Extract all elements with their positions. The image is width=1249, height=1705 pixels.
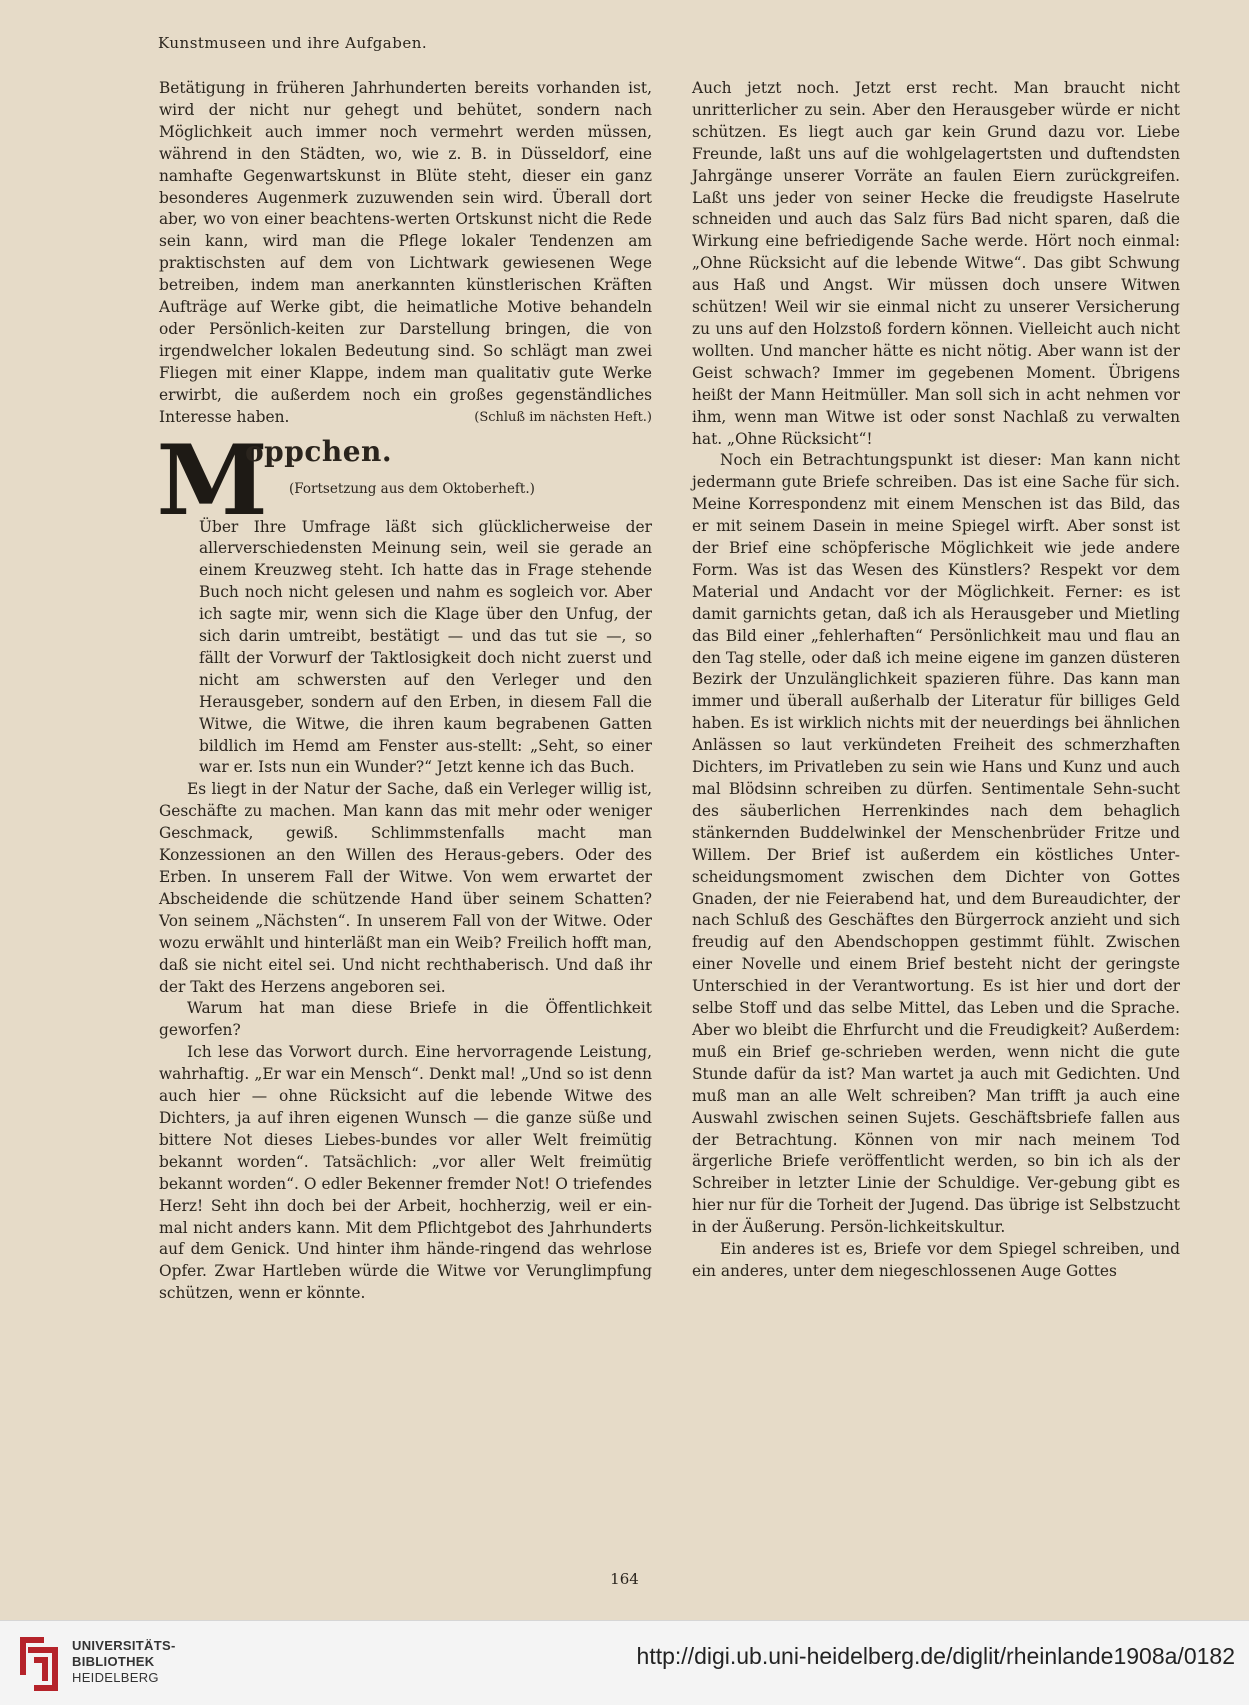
body-paragraph: Noch ein Betrachtungspunkt ist dieser: Man kann nicht jedermann gute Briefe schreiben. Das ist eine Sache für sich. Meine Korrespondenz mit einem Menschen ist das Bild, das er mit seinem Dasein in meine Spiegel wirft. Aber sonst ist der Brief eine schöpferische Möglichkeit wie jede andere Form. Was ist das Wesen des Künstlers? Respekt vor dem Material und Andacht vor der Möglichkeit. Ferner: es ist damit garnichts getan, daß ich als Herausgeber und Mietling das Bild einer „fehlerhaften“ Persönlichkeit mau und flau an den Tag stelle, oder daß ich meine eigene im ganzen düsteren Bezirk der Unzulänglichkeit spazieren führe. Das kann man immer und überall außerhalb der Literatur für billiges Geld haben. Es ist wirklich nichts mit der neuerdings bei ähnlichen Anlässen so laut verkündeten Freiheit des schmerzhaften Dichters, im Privatleben zu sein wie Hans und Kunz und auch mal Blödsinn schreiben zu dürfen. Sentimentale Sehn-sucht des säuberlichen Herrenkindes nach dem behaglich stänkernden Buddelwinkel der Menschenbrüder Fritze und Willem. Der Brief ist außerdem ein köstliches Unter-scheidungsmoment zwischen dem Dichter von Gottes Gnaden, der nie Feierabend hat, und dem Bureaudichter, der nach Schluß des Geschäftes den Bürgerrock anzieht und sich freudig auf den Abendschoppen gestimmt fühlt. Zwischen einer Novelle und einem Brief besteht nicht der geringste Unterschied in der Verantwortung. Es ist hier und dort der selbe Stoff und das selbe Mittel, das Leben und die Sprache. Aber wo bleibt die Ehrfurcht und die Freudigkeit? Außerdem: muß ein Brief ge-schrieben werden, wenn nicht die gute Stunde dafür da ist? Man wartet ja auch mit Gedichten. Und muß man an alle Welt schreiben? Man trifft ja auch eine Auswahl zwischen seinen Sujets. Geschäftsbriefe fallen aus der Betrachtung. Können von mir nach meinem Tod ärgerliche Briefe veröffentlicht werden, so bin ich als der Schreiber in letzter Linie der Schuldige. Ver-gebung gibt es hier nur für die Torheit der Jugend. Das übrige ist Selbstzucht in der Äußerung. Persön-lichkeitskultur. [692,451,1180,1237]
body-paragraph: Ein anderes ist es, Briefe vor dem Spiegel schreiben, und ein anderes, unter dem niegeschlossenen Auge Gottes [692,1240,1180,1280]
viewer-footer [0,1620,1249,1705]
permalink-url[interactable]: http://digi.ub.uni-heidelberg.de/diglit/rheinlande1908a/0182 [636,1643,1235,1669]
continuation-note: (Schluß im nächsten Heft.) [474,409,652,425]
left-column [156,78,652,1305]
body-paragraph: Es liegt in der Natur der Sache, daß ein Verleger willig ist, Geschäfte zu machen. Man kann das mit mehr oder weniger Geschmack, gewiß. Schlimmstenfalls macht man Konzessionen an den Willen des Heraus-gebers. Oder des Erben. In unserem Fall der Witwe. Von wem erwartet der Abscheidende die schützende Hand über seinem Schatten? Von seinem „Nächsten“. In unserem Fall von der Witwe. Oder wozu erwählt und hinterläßt man ein Weib? Freilich hofft man, daß sie nicht eitel sei. Und nicht rechthaberisch. Und daß ihr der Takt des Herzens angeboren sei. [159,780,652,996]
running-head: Kunstmuseen und ihre Aufgaben. [158,34,428,52]
right-column [692,78,1180,1283]
article-subtitle: (Fortsetzung aus dem Oktoberheft.) [289,480,535,497]
library-name-line: BIBLIOTHEK [72,1654,155,1669]
body-paragraph: Ich lese das Vorwort durch. Eine hervorragende Leistung, wahrhaftig. „Er war ein Mensch“. Denkt mal! „Und so ist denn auch hier — ohne Rücksicht auf die lebende Witwe des Dichters, ja auf ihren eigenen Wunsch — die ganze süße und bittere Not dieses Liebes-bundes vor aller Welt freimütig bekannt worden“. Tatsächlich: „vor aller Welt freimütig bekannt worden“. O edler Bekenner fremder Not! O triefendes Herz! Seht ihn doch bei der Arbeit, hochherzig, weil er ein-mal nicht anders kann. Mit dem Pflichtgebot des Jahrhunderts auf dem Genick. Und hinter ihm hände-ringend das wehrlose Opfer. Zwar Hartleben würde die Witwe vor Verunglimpfung schützen, wenn er könnte. [159,1043,652,1303]
library-name-line: UNIVERSITÄTS- [72,1638,176,1653]
article-title: oppchen. [245,434,393,468]
body-paragraph: Über Ihre Umfrage läßt sich glücklicherweise der allerverschiedensten Meinung sein, weil sie gerade an einem Kreuzweg steht. Ich hatte das in Frage stehende Buch noch nicht gelesen und nahm es sogleich vor. Aber ich sagte mir, wenn sich die Klage über den Unfug, der sich darin umtreibt, bestätigt — und das tut sie —, so fällt der Vorwurf der Taktlosigkeit doch nicht zuerst und nicht am schwersten auf den Verleger und den Herausgeber, sondern auf den Erben, in diesem Fall die Witwe, die Witwe, die ihren kaum begrabenen Gatten bildlich im Hemd am Fenster aus-stellt: „Seht, so einer war er. Ists nun ein Wunder?“ Jetzt kenne ich das Buch. [199,517,652,777]
library-name [72,1638,176,1686]
article-header [156,423,652,537]
body-paragraph: Warum hat man diese Briefe in die Öffentlichkeit geworfen? [159,999,652,1040]
page-number: 164 [610,1570,639,1588]
intro-paragraph: Betätigung in früheren Jahrhunderten bereits vorhanden ist, wird der nicht nur gehegt und behütet, sondern nach Möglichkeit auch immer noch vermehrt werden müssen, während in den Städten, wo, wie z. B. in Düsseldorf, eine namhafte Gegenwartskunst in Blüte steht, dieser ein ganz besonderes Augenmerk zuzuwenden sein wird. Überall dort aber, wo von einer beachtens-werten Ortskunst nicht die Rede sein kann, wird man die Pflege lokaler Tendenzen am praktischsten auf dem von Lichtwark gewiesenen Wege betreiben, indem man anerkannten künstlerischen Kräften Aufträge auf Werke gibt, die heimatliche Motive behandeln oder Persönlich-keiten zur Darstellung bringen, die von irgendwelcher lokalen Bedeutung sind. So schlägt man zwei Fliegen mit einer Klappe, indem man qualitativ gute Werke erwirbt, die außerdem noch ein großes gegenständliches Interesse haben. (Schluß im nächsten Heft.) [159,78,652,429]
drop-cap-initial: M [156,423,268,537]
library-logo-icon [14,1635,64,1693]
body-paragraph: Auch jetzt noch. Jetzt erst recht. Man braucht nicht unritterlicher zu sein. Aber den Herausgeber würde er nicht schützen. Es liegt auch gar kein Grund dazu vor. Liebe Freunde, laßt uns auf die wohlgelagertsten und duftendsten Jahrgänge unserer Vorräte an faulen Eiern zurückgreifen. Laßt uns jeder von seiner Hecke die freudigste Haselrute schneiden und auch das Salz fürs Bad nicht sparen, daß die Wirkung eine befriedigende Sache werde. Hört noch einmal: „Ohne Rücksicht auf die lebende Witwe“. Das gibt Schwung aus Haß und Angst. Wir müssen doch unsere Witwen schützen! Weil wir sie einmal nicht zu unserer Versicherung zu uns auf den Holzstoß fordern können. Vielleicht auch nicht wollten. Und mancher hätte es nicht nötig. Aber wann ist der Geist schwach? Immer im gegebenen Moment. Übrigens heißt der Mann Heitmüller. Man soll sich in acht nehmen vor ihm, wenn man Witwe ist oder sonst Nachlaß zu verwalten hat. „Ohne Rücksicht“! [692,79,1180,448]
library-name-line: HEIDELBERG [72,1670,159,1685]
